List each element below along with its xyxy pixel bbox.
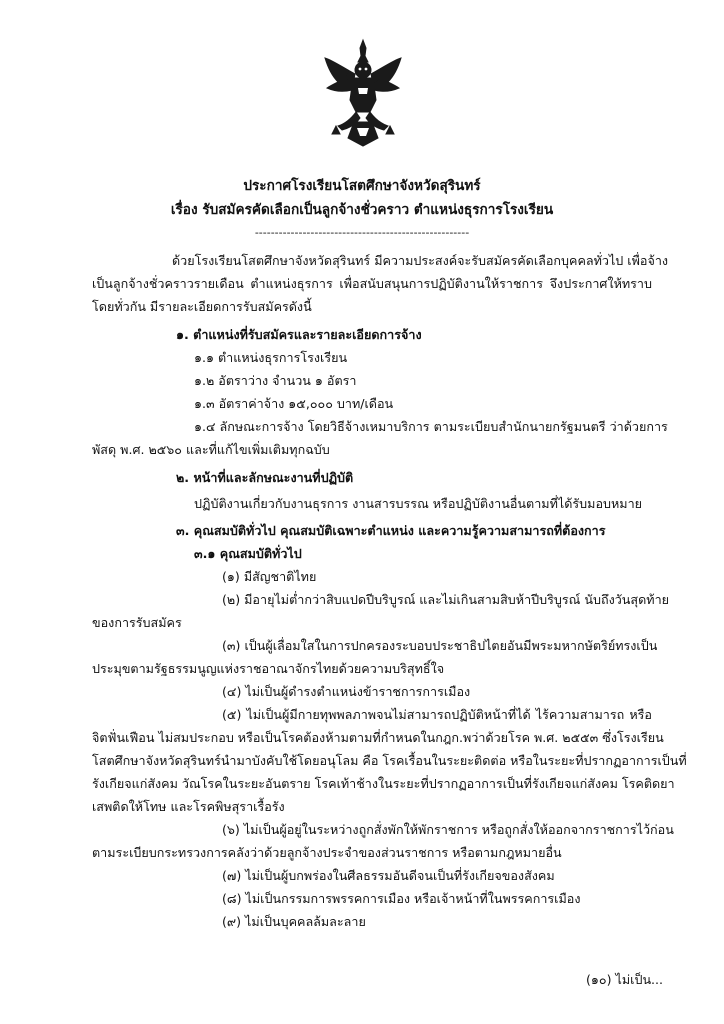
- section-2-text: ปฏิบัติงานเกี่ยวกับงานธุรการ งานสารบรรณ หรือปฏิบัติงานอื่นตามที่ได้รับมอบหมาย: [194, 496, 643, 511]
- qualification-6-line-2: ตามระเบียบกระทรวงการคลังว่าด้วยลูกจ้างประจำของส่วนราชการ หรือตามกฎหมายอื่น: [92, 845, 562, 860]
- header-divider: ------------------------------------------------------: [254, 226, 470, 239]
- intro-line-1: ด้วยโรงเรียนโสตศึกษาจังหวัดสุรินทร์ มีความประสงค์จะรับสมัครคัดเลือกบุคคลทั่วไป เพื่อจ้าง: [172, 253, 669, 268]
- qualification-3-line-1: (๓) เป็นผู้เลื่อมใสในการปกครองระบอบประชาธิปไตยอันมีพระมหากษัตริย์ทรงเป็น: [222, 638, 658, 653]
- announcement-title: ประกาศโรงเรียนโสตศึกษาจังหวัดสุรินทร์: [243, 178, 481, 194]
- qualification-4: (๔) ไม่เป็นผู้ดำรงตำแหน่งข้าราชการการเมือง: [222, 684, 471, 699]
- section-1-item-4-line-2: พัสดุ พ.ศ. ๒๕๖๐ และที่แก้ไขเพิ่มเติมทุกฉบับ: [92, 442, 330, 457]
- page-continuation: (๑๐) ไม่เป็น...: [586, 972, 664, 987]
- qualification-1: (๑) มีสัญชาติไทย: [222, 569, 317, 584]
- qualification-5-line-5: เสพติดให้โทษ และโรคพิษสุราเรื้อรัง: [92, 799, 285, 814]
- qualification-7: (๗) ไม่เป็นผู้บกพร่องในศีลธรรมอันดีจนเป็นที่รังเกียจของสังคม: [222, 868, 555, 883]
- intro-line-3: โดยทั่วกัน มีรายละเอียดการรับสมัครดังนี้: [92, 299, 312, 314]
- qualification-2-line-1: (๒) มีอายุไม่ต่ำกว่าสิบแปดปีบริบูรณ์ และไม่เกินสามสิบห้าปีบริบูรณ์ นับถึงวันสุดท้าย: [222, 592, 670, 607]
- section-3-sub-heading: ๓.๑ คุณสมบัติทั่วไป: [194, 546, 302, 561]
- qualification-5-line-2: จิตฟั่นเฟือน ไม่สมประกอบ หรือเป็นโรคต้องห้ามตามที่กำหนดในกฎก.พว่าด้วยโรค พ.ศ. ๒๕๕๓ ซึ่งโรงเรียน: [92, 730, 664, 745]
- qualification-2-line-2: ของการรับสมัคร: [92, 615, 182, 630]
- qualification-9: (๙) ไม่เป็นบุคคลล้มละลาย: [222, 914, 366, 929]
- garuda-emblem-icon: [322, 38, 404, 150]
- announcement-subject: เรื่อง รับสมัครคัดเลือกเป็นลูกจ้างชั่วคราว ตำแหน่งธุรการโรงเรียน: [170, 202, 554, 218]
- section-2-heading: ๒. หน้าที่และลักษณะงานที่ปฏิบัติ: [176, 470, 354, 485]
- qualification-5-line-1: (๕) ไม่เป็นผู้มีกายทุพพลภาพจนไม่สามารถปฏิบัติหน้าที่ได้ ไร้ความสามารถ หรือ: [222, 707, 652, 722]
- qualification-8: (๘) ไม่เป็นกรรมการพรรคการเมือง หรือเจ้าหน้าที่ในพรรคการเมือง: [222, 891, 581, 906]
- section-1-item-1: ๑.๑ ตำแหน่งธุรการโรงเรียน: [194, 350, 348, 365]
- section-1-item-2: ๑.๒ อัตราว่าง จำนวน ๑ อัตรา: [194, 373, 357, 388]
- qualification-5-line-3: โสตศึกษาจังหวัดสุรินทร์นำมาบังคับใช้โดยอนุโลม คือ โรคเรื้อนในระยะติดต่อ หรือในระยะที่ปรากฏอาการเป็นที่: [92, 753, 687, 768]
- qualification-3-line-2: ประมุขตามรัฐธรรมนูญแห่งราชอาณาจักรไทยด้วยความบริสุทธิ์ใจ: [92, 661, 445, 676]
- intro-line-2: เป็นลูกจ้างชั่วคราวรายเดือน ตำแหน่งธุรการ เพื่อสนับสนุนการปฏิบัติงานให้ราชการ จึงประกาศให้ทราบ: [92, 276, 652, 291]
- section-1-item-4-line-1: ๑.๔ ลักษณะการจ้าง โดยวิธีจ้างเหมาบริการ ตามระเบียบสำนักนายกรัฐมนตรี ว่าด้วยการ: [194, 419, 668, 434]
- section-1-item-3: ๑.๓ อัตราค่าจ้าง ๑๕,๐๐๐ บาท/เดือน: [194, 396, 394, 411]
- qualification-5-line-4: รังเกียจแก่สังคม วัณโรคในระยะอันตราย โรคเท้าช้างในระยะที่ปรากฏอาการเป็นที่รังเกียจแก่สังคม โรคติดยา: [92, 776, 675, 791]
- qualification-6-line-1: (๖) ไม่เป็นผู้อยู่ในระหว่างถูกสั่งพักให้พักราชการ หรือถูกสั่งให้ออกจากราชการไว้ก่อน: [222, 822, 674, 837]
- section-1-heading: ๑. ตำแหน่งที่รับสมัครและรายละเอียดการจ้าง: [176, 327, 422, 342]
- section-3-heading: ๓. คุณสมบัติทั่วไป คุณสมบัติเฉพาะตำแหน่ง และความรู้ความสามารถที่ต้องการ: [176, 523, 606, 538]
